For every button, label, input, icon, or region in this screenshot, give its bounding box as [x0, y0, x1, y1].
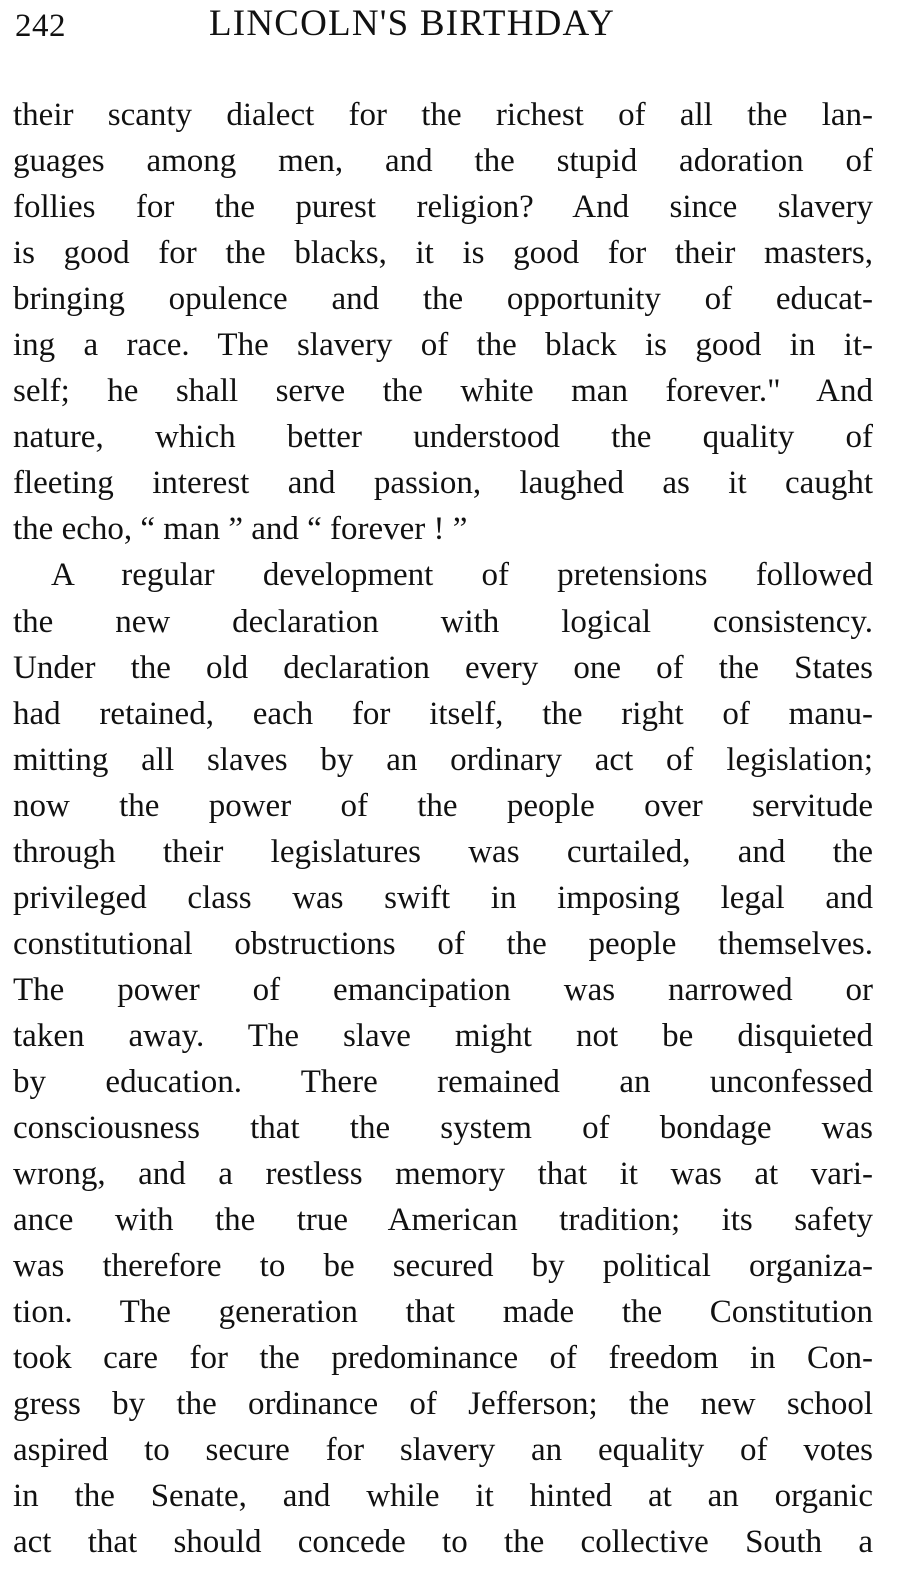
text-line: A regular development of pretensions followed	[51, 557, 873, 594]
running-head: LINCOLN'S BIRTHDAY	[209, 3, 615, 44]
text-line: had retained, each for itself, the right of manu-	[13, 695, 873, 732]
text-line: guages among men, and the stupid adoration of	[13, 143, 873, 180]
page-header	[13, 0, 873, 60]
text-line: through their legislatures was curtailed, and the	[13, 833, 873, 870]
text-line: consciousness that the system of bondage was	[13, 1110, 873, 1147]
text-line: tion. The generation that made the Constitution	[13, 1294, 873, 1331]
text-line: the echo, “ man ” and “ forever ! ”	[13, 511, 468, 548]
text-line: ance with the true American tradition; its safety	[13, 1202, 873, 1239]
text-line: The power of emancipation was narrowed or	[13, 971, 873, 1008]
text-line: took care for the predominance of freedom in Con-	[13, 1340, 873, 1377]
text-line: ing a race. The slavery of the black is good in it-	[13, 327, 873, 364]
text-line: was therefore to be secured by political organiza-	[13, 1248, 873, 1285]
text-line: constitutional obstructions of the people themselves.	[13, 925, 873, 962]
text-line: in the Senate, and while it hinted at an organic	[13, 1478, 873, 1515]
text-line: nature, which better understood the quality of	[13, 419, 873, 456]
text-line: privileged class was swift in imposing legal and	[13, 879, 873, 916]
text-line: bringing opulence and the opportunity of educat-	[13, 281, 873, 318]
text-line: wrong, and a restless memory that it was at vari-	[13, 1156, 873, 1193]
text-line: their scanty dialect for the richest of all the lan-	[13, 97, 873, 133]
text-line: taken away. The slave might not be disquieted	[13, 1017, 873, 1054]
book-page	[13, 0, 873, 1561]
text-line: aspired to secure for slavery an equality of votes	[13, 1432, 873, 1469]
paragraph-2	[13, 552, 873, 1565]
body-text	[13, 92, 873, 1566]
text-line: is good for the blacks, it is good for their masters,	[13, 235, 873, 272]
text-line: the new declaration with logical consistency.	[13, 603, 873, 640]
text-line: gress by the ordinance of Jefferson; the new school	[13, 1386, 873, 1423]
text-line: follies for the purest religion? And since slavery	[13, 189, 873, 226]
text-line: self; he shall serve the white man forever." And	[13, 373, 873, 410]
page-number: 242	[15, 8, 66, 44]
text-line: now the power of the people over servitude	[13, 787, 873, 824]
text-line: by education. There remained an unconfessed	[13, 1063, 873, 1100]
text-line: fleeting interest and passion, laughed as it caught	[13, 465, 873, 502]
text-line: act that should concede to the collective South a	[13, 1524, 873, 1561]
paragraph-1	[13, 92, 873, 552]
text-line: Under the old declaration every one of the States	[13, 649, 873, 686]
text-line: mitting all slaves by an ordinary act of legislation;	[13, 741, 873, 778]
